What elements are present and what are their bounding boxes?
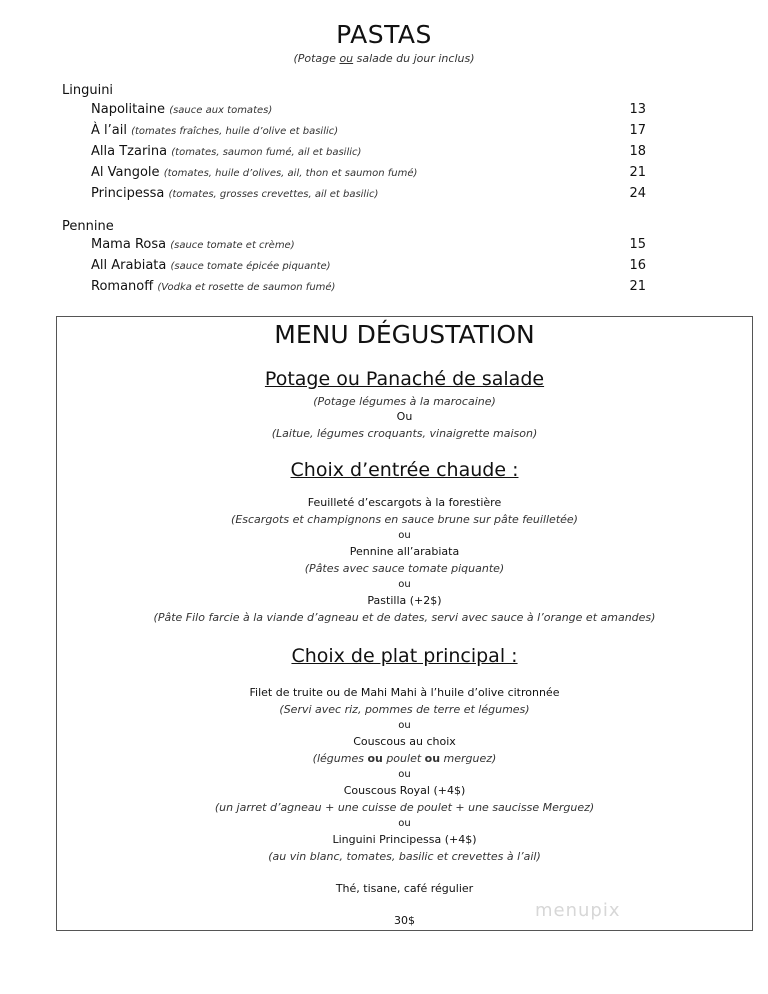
dish-desc: (tomates, grosses crevettes, ail et basilic) xyxy=(168,189,379,200)
dish-name: Alla Tzarina xyxy=(91,144,168,159)
plat-name: Couscous au choix xyxy=(353,735,456,748)
pastas-title: PASTAS xyxy=(336,20,432,49)
degustation-title: MENU DÉGUSTATION xyxy=(274,320,535,349)
entree-desc: (Pâte Filo farcie à la viande d’agneau et de dates, servi avec sauce à l’orange et amandes) xyxy=(153,611,656,624)
section-pennine: Pennine xyxy=(62,219,114,234)
dish-item xyxy=(91,279,335,294)
dish-desc: (sauce aux tomates) xyxy=(169,105,273,116)
potage-line: (Laitue, légumes croquants, vinaigrette maison) xyxy=(271,427,538,440)
dish-name: All Arabiata xyxy=(91,258,167,273)
plat-desc: (un jarret d’agneau + une cuisse de poulet + une saucisse Merguez) xyxy=(214,801,595,814)
plat-name: Linguini Principessa (+4$) xyxy=(332,833,477,846)
entree-name: Pastilla (+2$) xyxy=(367,594,442,607)
drinks-line: Thé, tisane, café régulier xyxy=(335,882,474,895)
dish-name: Principessa xyxy=(91,186,165,201)
dish-price: 21 xyxy=(629,279,646,294)
dish-item xyxy=(91,144,361,159)
potage-heading: Potage ou Panaché de salade xyxy=(264,368,545,390)
entree-name: Feuilleté d’escargots à la forestière xyxy=(307,496,502,509)
dish-item xyxy=(91,258,331,273)
dish-price: 21 xyxy=(629,165,646,180)
dish-item xyxy=(91,186,378,201)
entree-name: Pennine all’arabiata xyxy=(349,545,460,558)
section-linguini: Linguini xyxy=(62,83,114,98)
dish-price: 18 xyxy=(629,144,646,159)
dish-name: Romanoff xyxy=(91,279,154,294)
plat-name: Filet de truite ou de Mahi Mahi à l’huile d’olive citronnée xyxy=(249,686,560,699)
plat-name: Couscous Royal (+4$) xyxy=(343,784,466,797)
plat-desc: (légumes ou poulet ou merguez) xyxy=(312,752,497,765)
dish-price: 16 xyxy=(629,258,646,273)
or-separator: ou xyxy=(398,579,411,590)
or-separator: ou xyxy=(398,769,411,780)
entree-desc: (Pâtes avec sauce tomate piquante) xyxy=(304,562,505,575)
dish-item xyxy=(91,102,272,117)
dish-desc: (tomates, saumon fumé, ail et basilic) xyxy=(171,147,362,158)
plat-desc: (Servi avec riz, pommes de terre et légumes) xyxy=(279,703,530,716)
dish-desc: (sauce tomate épicée piquante) xyxy=(170,261,331,272)
dish-name: À l’ail xyxy=(91,123,127,138)
watermark-logo: menupix xyxy=(535,900,621,921)
or-separator: ou xyxy=(398,530,411,541)
dish-name: Napolitaine xyxy=(91,102,166,117)
or-separator: Ou xyxy=(396,410,413,423)
dish-item xyxy=(91,165,417,180)
plat-heading: Choix de plat principal : xyxy=(291,645,518,667)
dish-price: 17 xyxy=(629,123,646,138)
dish-price: 15 xyxy=(629,237,646,252)
dish-name: Mama Rosa xyxy=(91,237,167,252)
dish-desc: (tomates fraîches, huile d’olive et basilic) xyxy=(131,126,339,137)
dish-desc: (Vodka et rosette de saumon fumé) xyxy=(157,282,336,293)
or-separator: ou xyxy=(398,720,411,731)
dish-desc: (tomates, huile d’olives, ail, thon et saumon fumé) xyxy=(163,168,418,179)
dish-item xyxy=(91,237,295,252)
dish-name: Al Vangole xyxy=(91,165,160,180)
dish-item xyxy=(91,123,338,138)
potage-line: (Potage légumes à la marocaine) xyxy=(313,395,496,408)
dish-price: 13 xyxy=(629,102,646,117)
or-separator: ou xyxy=(398,818,411,829)
entree-heading: Choix d’entrée chaude : xyxy=(290,459,519,481)
pastas-note: (Potage ou salade du jour inclus) xyxy=(293,52,475,65)
dish-price: 24 xyxy=(629,186,646,201)
plat-desc: (au vin blanc, tomates, basilic et crevettes à l’ail) xyxy=(268,850,541,863)
menu-price: 30$ xyxy=(394,914,415,927)
dish-desc: (sauce tomate et crème) xyxy=(170,240,295,251)
entree-desc: (Escargots et champignons en sauce brune sur pâte feuilletée) xyxy=(231,513,578,526)
